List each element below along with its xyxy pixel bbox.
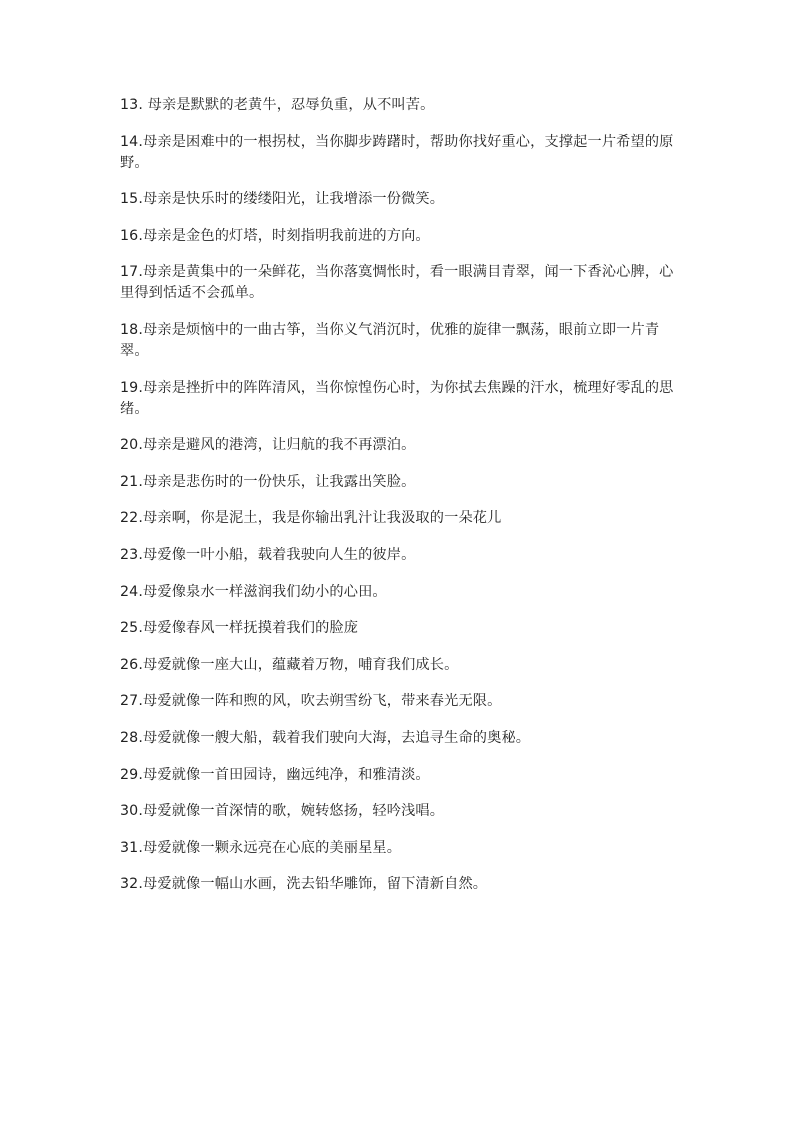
list-item: 20.母亲是避风的港湾，让归航的我不再漂泊。 [120,437,416,454]
list-item: 16.母亲是金色的灯塔，时刻指明我前进的方向。 [120,227,430,244]
list-item: 18.母亲是烦恼中的一曲古筝，当你义气消沉时，优雅的旋律一飘荡，眼前立即一片青翠。 [120,321,660,359]
list-item: 19.母亲是挫折中的阵阵清风，当你惊惶伤心时，为你拭去焦躁的汗水，梳理好零乱的思绪。 [120,379,674,417]
list-item: 24.母爱像泉水一样滋润我们幼小的心田。 [120,583,387,600]
list-item: 30.母爱就像一首深情的歌，婉转悠扬，轻吟浅唱。 [120,803,445,820]
list-item: 22.母亲啊，你是泥土，我是你输出乳汁让我汲取的一朵花儿 [120,510,502,527]
list-item: 28.母爱就像一艘大船，载着我们驶向大海，去追寻生命的奥秘。 [120,729,531,746]
list-item: 13. 母亲是默默的老黄牛，忍辱负重，从不叫苦。 [120,97,435,113]
list-item: 15.母亲是快乐时的缕缕阳光，让我增添一份微笑。 [120,191,445,208]
list-item: 14.母亲是困难中的一根拐杖，当你脚步踌躇时，帮助你找好重心，支撑起一片希望的原野。 [120,133,674,171]
list-item: 21.母亲是悲伤时的一份快乐，让我露出笑脸。 [120,473,416,490]
list-item: 29.母爱就像一首田园诗，幽远纯净，和雅清淡。 [120,766,430,783]
list-item: 25.母爱像春风一样抚摸着我们的脸庞 [120,620,359,637]
sentence-list [120,95,680,911]
list-item: 26.母爱就像一座大山，蕴藏着万物，哺育我们成长。 [120,656,459,673]
list-item: 31.母爱就像一颗永远亮在心底的美丽星星。 [120,839,402,856]
list-item: 32.母爱就像一幅山水画，洗去铅华雕饰，留下清新自然。 [120,876,488,893]
list-item: 27.母爱就像一阵和煦的风，吹去朔雪纷飞，带来春光无限。 [120,693,502,710]
list-item: 17.母亲是黄集中的一朵鲜花，当你落寞惆怅时，看一眼满目青翠，闻一下香沁心脾，心里得到恬适不会孤单。 [120,264,674,302]
list-item: 23.母爱像一叶小船，载着我驶向人生的彼岸。 [120,546,416,563]
